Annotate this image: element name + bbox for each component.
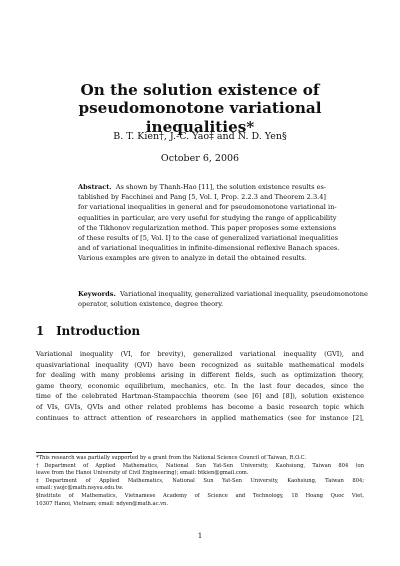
author-list: B. T. Kien†, J.-C. Yao‡ and N. D. Yen§ xyxy=(113,131,287,142)
footnote-author-2-cont: email: yaojc@math.nsysu.edu.tw. xyxy=(36,485,124,492)
abstract-line: for variational inequalities in general and for pseudomonotone variational in- xyxy=(78,203,337,212)
paper-date: October 6, 2006 xyxy=(160,153,240,164)
footnotes-block xyxy=(36,455,364,508)
paper-title-line-1: On the solution existence of xyxy=(80,81,320,99)
abstract-line: tablished by Facchinei and Pang [5, Vol. I, Prop. 2.2.3 and Theorem 2.3.4] xyxy=(78,193,326,202)
keywords-line: operator, solution existence, degree theory. xyxy=(78,300,224,309)
abstract-line: of the Tikhonov regularization method. This paper proposes some extensions xyxy=(78,223,337,232)
intro-line: of VIs, GVIs, QVIs and other related problems has become a basic research topic which xyxy=(36,402,364,411)
intro-paragraph xyxy=(36,349,364,423)
keywords-label: Keywords. xyxy=(78,290,116,298)
abstract-line: and of variational inequalities in infinite-dimensional reflexive Banach spaces. xyxy=(78,244,340,253)
intro-line: for dealing with many problems arising in different fields, such as optimization theory, xyxy=(36,371,364,380)
section-title: Introduction xyxy=(56,324,141,338)
intro-line: continues to attract attention of researchers in applied mathematics (see for instance [2], xyxy=(36,413,364,422)
intro-line: Variational inequality (VI, for brevity), generalized variational inequality (GVI), and xyxy=(36,350,364,358)
keywords-block xyxy=(78,289,368,309)
abstract-line: Various examples are given to analyze in detail the obtained results. xyxy=(78,254,307,263)
abstract-line: of these results of [5, Vol. I] to the case of generalized variational inequalities xyxy=(78,234,339,243)
abstract-line: equalities in particular, are very useful for studying the range of applicability xyxy=(78,213,337,222)
footnote-author-1: †Department of Applied Mathematics, National Sun Yat-Sen University, Kaohsiung, Taiwan 804 (on xyxy=(36,462,364,469)
abstract-line: Abstract. As shown by Thanh-Hao [11], the solution existence results es- xyxy=(78,183,327,191)
page-number: 1 xyxy=(197,531,203,540)
intro-line: game theory, economic equilibrium, mechanics, etc. In the last four decades, since the xyxy=(36,381,364,390)
footnote-author-1-cont: leave from the Hanoi University of Civil Engineering); email: btkien@gmail.com. xyxy=(36,470,249,477)
paper-title-line-2: pseudomonotone variational inequalities* xyxy=(78,99,322,136)
footnote-author-2: ‡Department of Applied Mathematics, National Sun Yat-Sen University, Kaohsiung, Taiwan 804; xyxy=(36,477,364,484)
abstract-label: Abstract. xyxy=(78,183,112,191)
section-number: 1 xyxy=(36,324,45,338)
intro-line: time of the celebrated Hartman-Stampacchia theorem (see [6] and [8]), solution existence xyxy=(36,392,364,401)
intro-line: quasivariational inequality (QVI) have been recognized as suitable mathematical models xyxy=(36,360,364,369)
keywords-line: Keywords. Variational inequality, generalized variational inequality, pseudomonotone xyxy=(78,290,368,298)
footnote-funding: *This research was partially supported by a grant from the National Science Council of Taiwan, R.O.C. xyxy=(36,455,307,461)
footnote-author-3: §Institute of Mathematics, Vietnamese Academy of Science and Technology, 18 Hoang Quoc Viet, xyxy=(36,492,364,499)
abstract-block xyxy=(78,182,340,264)
footnote-author-3-cont: 10307 Hanoi, Vietnam; email: ndyen@math.ac.vn. xyxy=(36,500,169,507)
footnote-divider xyxy=(36,452,132,453)
section-heading xyxy=(36,324,364,339)
